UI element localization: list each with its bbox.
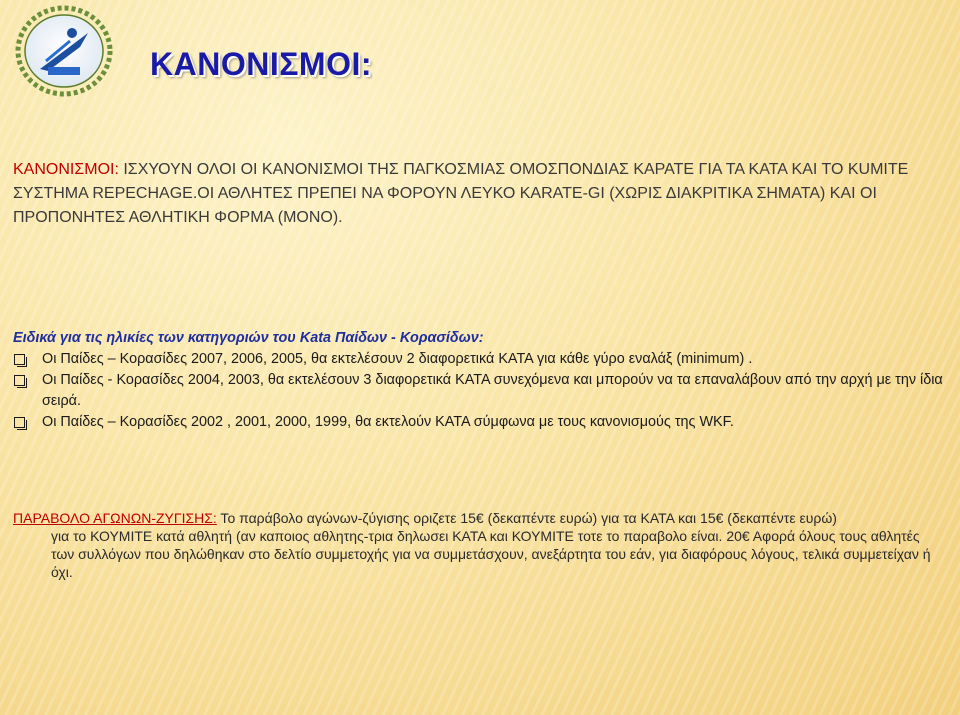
fee-label: ΠΑΡΑΒΟΛΟ ΑΓΩΝΩΝ-ΖΥΓΙΣΗΣ: [13, 510, 217, 526]
fee-paragraph [13, 509, 933, 581]
kata-section [13, 328, 948, 433]
checkbox-bullet-icon [14, 375, 25, 386]
list-item [13, 412, 948, 433]
rules-label: ΚΑΝΟΝΙΣΜΟΙ: [13, 161, 119, 178]
list-item [13, 349, 948, 370]
rules-paragraph [13, 158, 938, 230]
kata-section-title: Ειδικά για τις ηλικίες των κατηγοριών του Kata Παίδων - Κορασίδων: [13, 330, 484, 346]
list-item-text: Οι Παίδες - Κορασίδες 2004, 2003, θα εκτελέσουν 3 διαφορετικά ΚΑΤΑ συνεχόμενα και μπορούν να τα επαναλάβουν από την αρχή με την ίδια σειρά. [42, 372, 943, 409]
page-title: ΚΑΝΟΝΙΣΜΟΙ: [150, 46, 373, 82]
list-item-text: Οι Παίδες – Κορασίδες 2002 , 2001, 2000, 1999, θα εκτελούν ΚΑΤΑ σύμφωνα με τους κανονισμούς της WKF. [42, 414, 734, 430]
federation-logo [10, 3, 118, 99]
fee-line-1: Το παράβολο αγώνων-ζύγισης οριζετε 15€ (δεκαπέντε ευρώ) για τα ΚΑΤΑ και 15€ (δεκαπέντε ευρώ) [216, 510, 837, 526]
checkbox-bullet-icon [14, 417, 25, 428]
list-item-text: Οι Παίδες – Κορασίδες 2007, 2006, 2005, θα εκτελέσουν 2 διαφορετικά ΚΑΤΑ για κάθε γύρο εναλάξ (minimum) . [42, 351, 753, 367]
list-item [13, 370, 948, 412]
checkbox-bullet-icon [14, 354, 25, 365]
rules-text: ΙΣΧΥΟΥΝ ΟΛΟΙ ΟΙ ΚΑΝΟΝΙΣΜΟΙ ΤΗΣ ΠΑΓΚΟΣΜΙΑΣ ΟΜΟΣΠΟΝΔΙΑΣ ΚΑΡΑΤΕ ΓΙΑ ΤΑ ΚΑΤΑ ΚΑΙ ΤΟ KUMITE ΣΥΣΤΗΜΑ REPECHAGE.ΟΙ ΑΘΛΗΤΕΣ ΠΡΕΠΕΙ ΝΑ ΦΟΡΟΥΝ ΛΕΥΚΟ KARATE-GI (ΧΩΡΙΣ ΔΙΑΚΡΙΤΙΚΑ ΣΗΜΑΤΑ) ΚΑΙ ΟΙ ΠΡΟΠΟΝΗΤΕΣ ΑΘΛΗΤΙΚΗ ΦΟΡΜΑ (ΜΟΝΟ). [13, 161, 909, 226]
fee-line-2: για το ΚΟΥΜΙΤΕ κατά αθλητή (αν καποιος αθλητης-τρια δηλωσει ΚΑΤΑ και ΚΟΥΜΙΤΕ τοτε το παραβολο είναι. 20€ Αφορά όλους τους αθλητές των συλλόγων που δηλώθηκαν στο δελτίο συμμετοχής για να συμμετάσχουν, ανεξάρτητα του εάν, για διαφόρους λόγους, τελικά συμμετείχαν ή όχι. [51, 528, 931, 580]
